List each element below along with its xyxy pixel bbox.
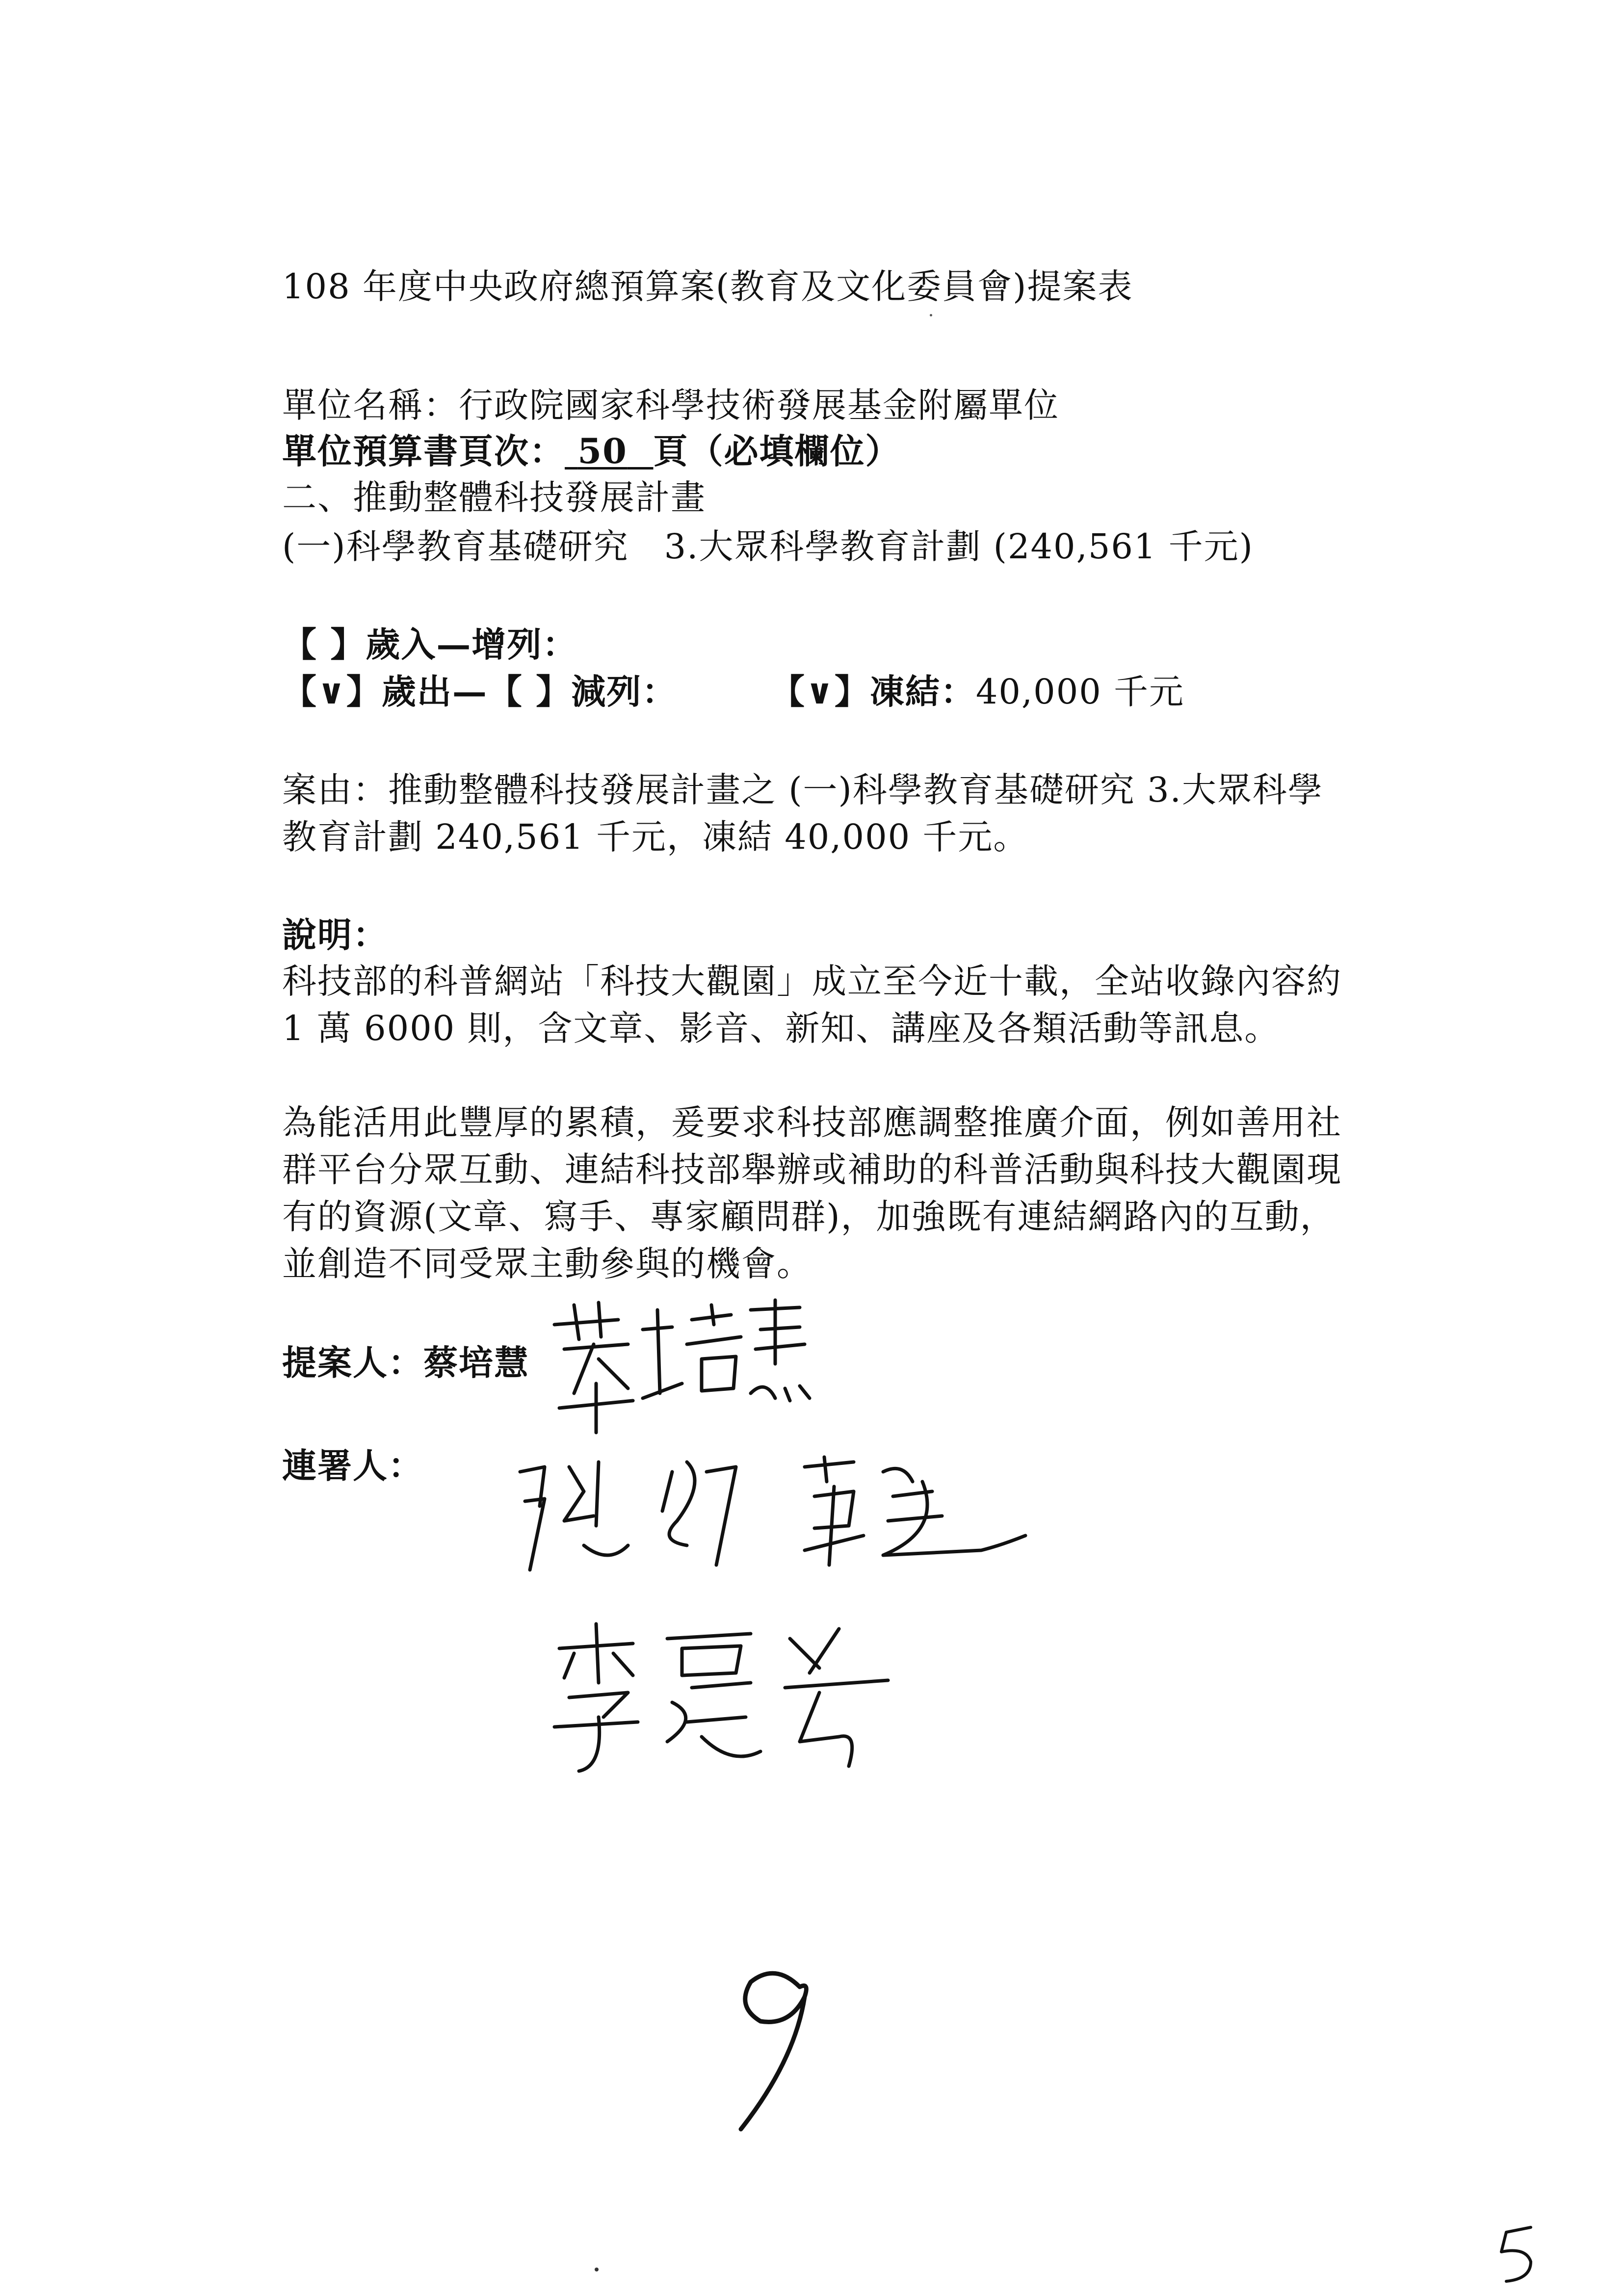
revenue-line: 【 】歲入—增列：	[282, 624, 578, 665]
document-title: 108 年度中央政府總預算案(教育及文化委員會)提案表	[282, 266, 1133, 307]
budget-page-suffix: 頁（必填欄位）	[653, 431, 901, 471]
proposer-label: 提案人：蔡培慧	[282, 1342, 529, 1383]
plan-line: 二、推動整體科技發展計畫	[282, 477, 706, 518]
explanation-line: 1 萬 6000 則，含文章、影音、新知、講座及各類活動等訊息。	[282, 1008, 1280, 1048]
freeze-amount: 40,000 千元	[975, 672, 1185, 712]
explanation-line: 科技部的科普網站「科技大觀園」成立至今近十載，全站收錄內容約	[282, 961, 1342, 1001]
sub-plan-line: (一)科學教育基礎研究 3.大眾科學教育計劃 (240,561 千元)	[282, 526, 1254, 567]
explanation-line: 為能活用此豐厚的累積，爰要求科技部應調整推廣介面，例如善用社	[282, 1102, 1342, 1143]
reason-paragraph	[282, 766, 1323, 861]
explanation-heading: 說明：	[282, 914, 388, 955]
budget-page-line	[282, 428, 901, 475]
signature-cai-peihui	[545, 1295, 819, 1437]
handwritten-page-number	[731, 1953, 829, 2139]
signature-li-lifen	[545, 1619, 898, 1781]
budget-page-prefix: 單位預算書頁次：	[282, 431, 565, 471]
explanation-paragraph-1	[282, 958, 1342, 1052]
unit-name: 單位名稱：行政院國家科學技術發展基金附屬單位	[282, 385, 1059, 425]
scan-speck	[595, 2268, 599, 2271]
explanation-line: 群平台分眾互動、連結科技部舉辦或補助的科普活動與科技大觀園現	[282, 1149, 1342, 1190]
reason-line: 案由：推動整體科技發展計畫之 (一)科學教育基礎研究 3.大眾科學	[282, 770, 1323, 810]
explanation-line: 有的資源(文章、寫手、專家顧問群)，加強既有連結網路內的互動，	[282, 1197, 1336, 1237]
corner-mark	[1492, 2222, 1545, 2286]
cosigner-label: 連署人：	[282, 1445, 423, 1486]
freeze-label: 【∨】凍結：	[770, 671, 976, 712]
reason-line: 教育計劃 240,561 千元，凍結 40,000 千元。	[282, 817, 1029, 857]
expense-line: 【∨】歲出—【 】減列：	[282, 671, 678, 712]
explanation-line: 並創造不同受眾主動參與的機會。	[282, 1244, 812, 1284]
scan-speck	[930, 314, 932, 316]
freeze-line	[770, 668, 1184, 715]
explanation-paragraph-2	[282, 1099, 1342, 1287]
signature-changliao-wanchien	[510, 1452, 1040, 1580]
budget-page-number: 50	[577, 431, 628, 471]
